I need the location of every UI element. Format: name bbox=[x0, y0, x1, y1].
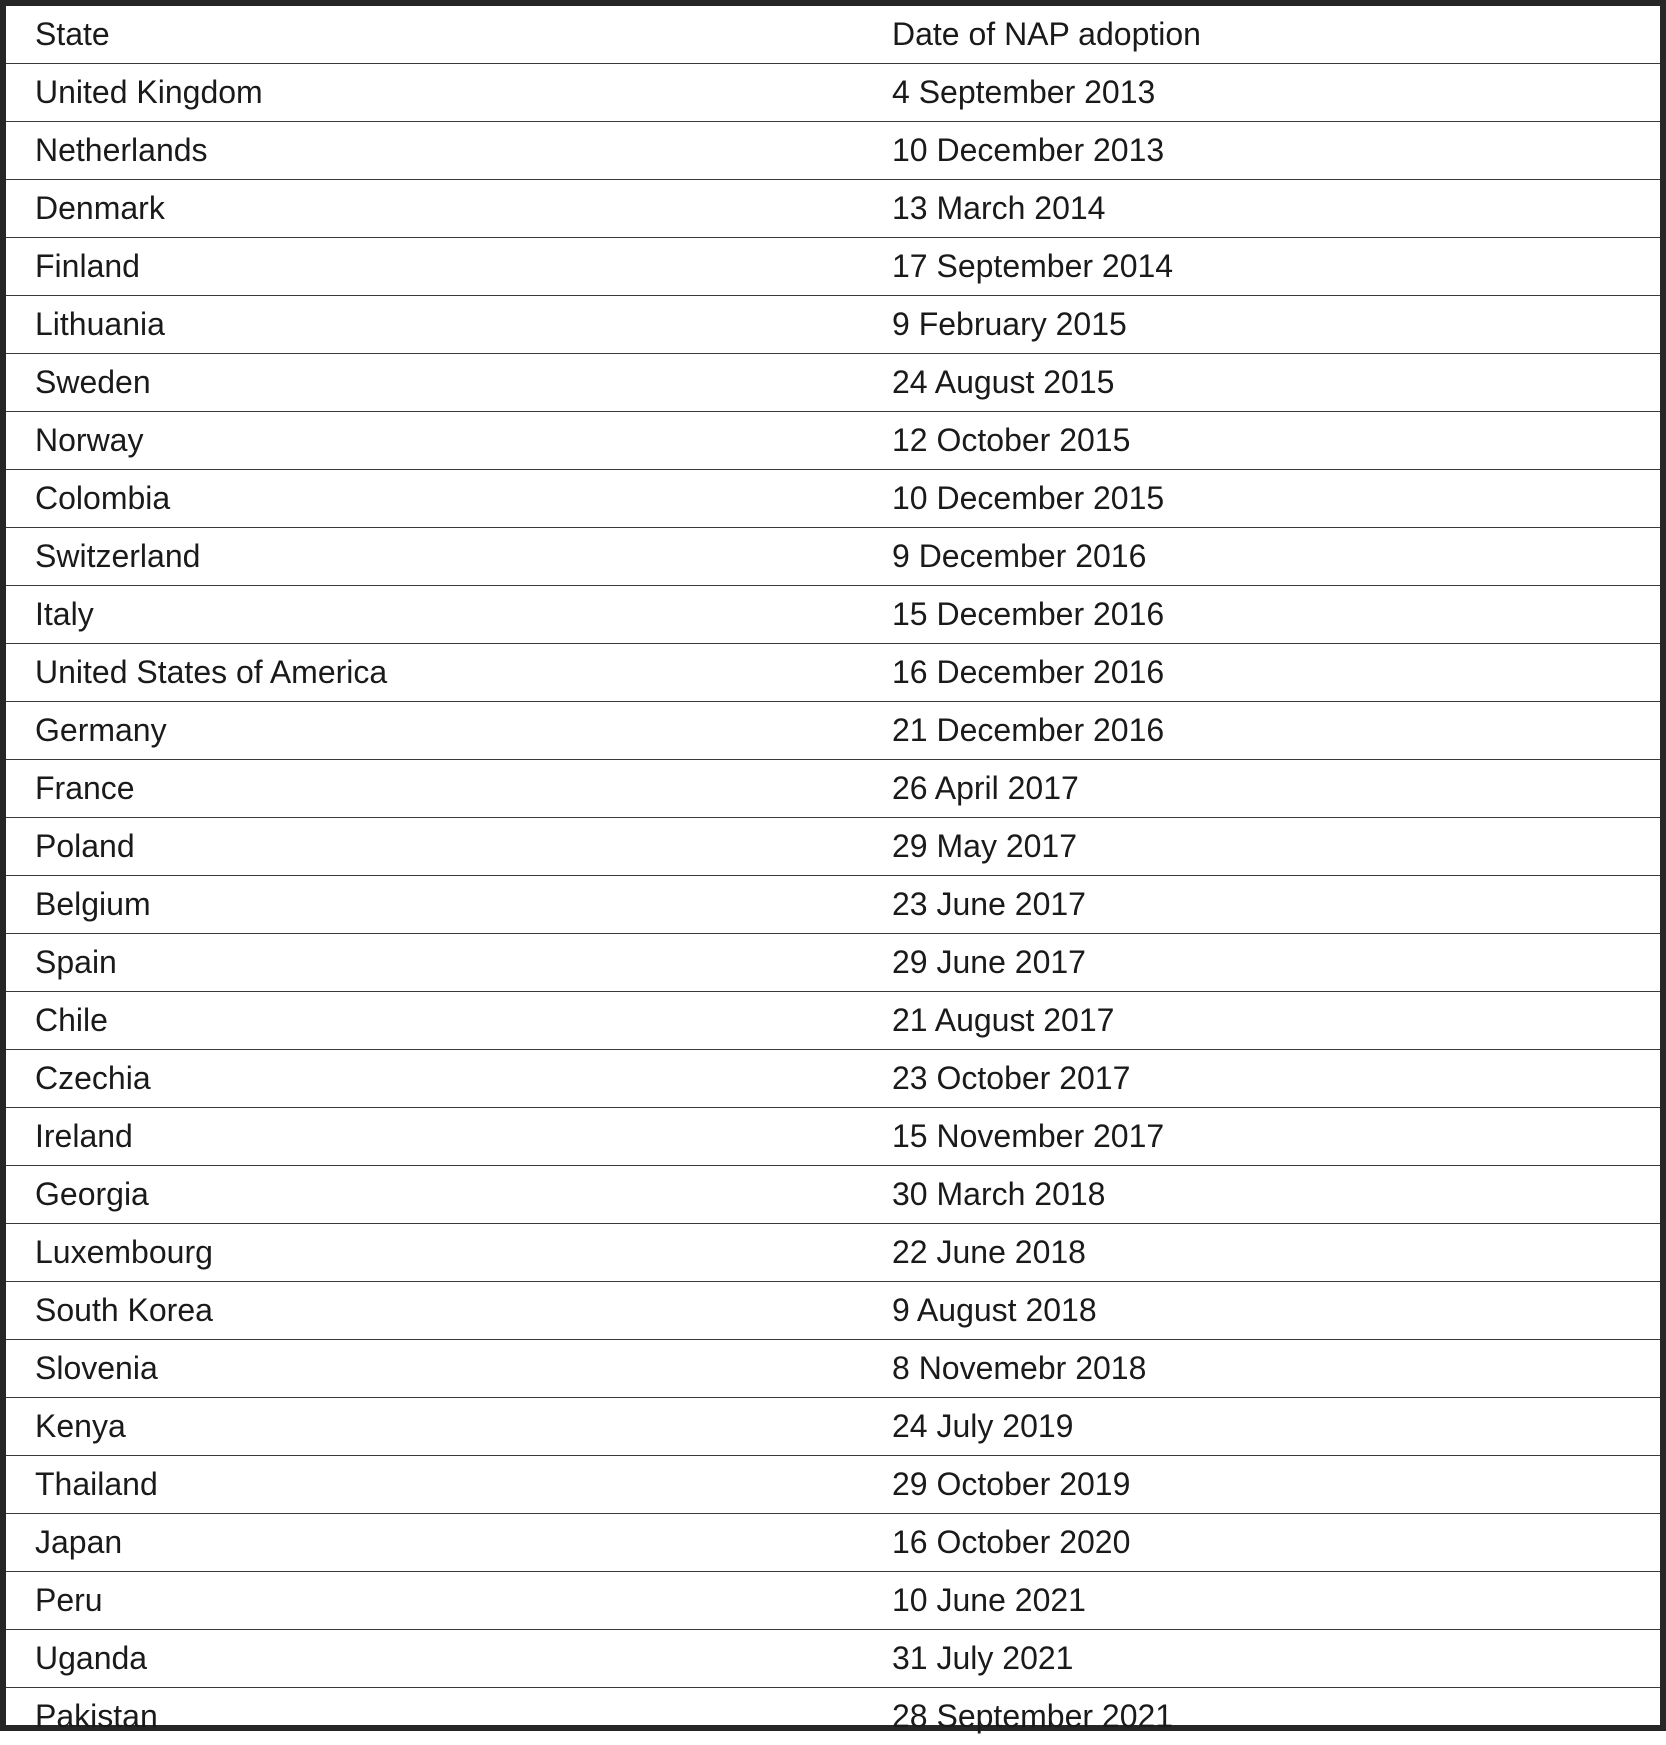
state-cell: United States of America bbox=[6, 644, 862, 702]
table-row bbox=[6, 354, 1660, 412]
date-cell: 9 August 2018 bbox=[862, 1282, 1660, 1340]
table-row bbox=[6, 992, 1660, 1050]
table-row bbox=[6, 702, 1660, 760]
date-cell: 30 March 2018 bbox=[862, 1166, 1660, 1224]
table-row bbox=[6, 1514, 1660, 1572]
date-cell: 10 June 2021 bbox=[862, 1572, 1660, 1630]
state-cell: Thailand bbox=[6, 1456, 862, 1514]
table-row bbox=[6, 1050, 1660, 1108]
state-cell: Japan bbox=[6, 1514, 862, 1572]
table-row bbox=[6, 1340, 1660, 1398]
table-row bbox=[6, 1166, 1660, 1224]
date-cell: 4 September 2013 bbox=[862, 64, 1660, 122]
date-cell: 10 December 2015 bbox=[862, 470, 1660, 528]
date-cell: 13 March 2014 bbox=[862, 180, 1660, 238]
table-row bbox=[6, 412, 1660, 470]
date-cell: 9 February 2015 bbox=[862, 296, 1660, 354]
state-cell: Netherlands bbox=[6, 122, 862, 180]
table-row bbox=[6, 1572, 1660, 1630]
state-cell: Peru bbox=[6, 1572, 862, 1630]
date-cell: 17 September 2014 bbox=[862, 238, 1660, 296]
state-cell: Poland bbox=[6, 818, 862, 876]
date-cell: 21 August 2017 bbox=[862, 992, 1660, 1050]
state-cell: South Korea bbox=[6, 1282, 862, 1340]
table-row bbox=[6, 1108, 1660, 1166]
date-cell: 16 December 2016 bbox=[862, 644, 1660, 702]
date-cell: 26 April 2017 bbox=[862, 760, 1660, 818]
table-row bbox=[6, 528, 1660, 586]
date-cell: 29 May 2017 bbox=[862, 818, 1660, 876]
table-row bbox=[6, 1398, 1660, 1456]
date-cell: 28 September 2021 bbox=[862, 1688, 1660, 1745]
state-cell: Switzerland bbox=[6, 528, 862, 586]
column-header-state: State bbox=[6, 6, 862, 64]
column-header-date: Date of NAP adoption bbox=[862, 6, 1660, 64]
state-cell: Uganda bbox=[6, 1630, 862, 1688]
date-cell: 31 July 2021 bbox=[862, 1630, 1660, 1688]
date-cell: 16 October 2020 bbox=[862, 1514, 1660, 1572]
date-cell: 8 Novemebr 2018 bbox=[862, 1340, 1660, 1398]
date-cell: 23 June 2017 bbox=[862, 876, 1660, 934]
table-row bbox=[6, 1282, 1660, 1340]
state-cell: Pakistan bbox=[6, 1688, 862, 1745]
date-cell: 29 June 2017 bbox=[862, 934, 1660, 992]
date-cell: 24 July 2019 bbox=[862, 1398, 1660, 1456]
state-cell: Spain bbox=[6, 934, 862, 992]
state-cell: Germany bbox=[6, 702, 862, 760]
state-cell: Ireland bbox=[6, 1108, 862, 1166]
table-row bbox=[6, 644, 1660, 702]
state-cell: Denmark bbox=[6, 180, 862, 238]
state-cell: Slovenia bbox=[6, 1340, 862, 1398]
date-cell: 23 October 2017 bbox=[862, 1050, 1660, 1108]
state-cell: Belgium bbox=[6, 876, 862, 934]
table-header-row bbox=[6, 6, 1660, 64]
table-row bbox=[6, 180, 1660, 238]
date-cell: 15 November 2017 bbox=[862, 1108, 1660, 1166]
date-cell: 9 December 2016 bbox=[862, 528, 1660, 586]
table-row bbox=[6, 238, 1660, 296]
table-row bbox=[6, 586, 1660, 644]
date-cell: 29 October 2019 bbox=[862, 1456, 1660, 1514]
state-cell: United Kingdom bbox=[6, 64, 862, 122]
table-body bbox=[6, 64, 1660, 1745]
date-cell: 10 December 2013 bbox=[862, 122, 1660, 180]
table-row bbox=[6, 934, 1660, 992]
date-cell: 21 December 2016 bbox=[862, 702, 1660, 760]
table-row bbox=[6, 1688, 1660, 1745]
state-cell: Italy bbox=[6, 586, 862, 644]
table-row bbox=[6, 1630, 1660, 1688]
date-cell: 22 June 2018 bbox=[862, 1224, 1660, 1282]
table-row bbox=[6, 122, 1660, 180]
nap-adoption-table bbox=[6, 6, 1660, 1745]
table-row bbox=[6, 818, 1660, 876]
state-cell: Luxembourg bbox=[6, 1224, 862, 1282]
table-row bbox=[6, 1224, 1660, 1282]
table-row bbox=[6, 1456, 1660, 1514]
state-cell: Georgia bbox=[6, 1166, 862, 1224]
table-row bbox=[6, 760, 1660, 818]
state-cell: Finland bbox=[6, 238, 862, 296]
date-cell: 15 December 2016 bbox=[862, 586, 1660, 644]
date-cell: 12 October 2015 bbox=[862, 412, 1660, 470]
state-cell: Norway bbox=[6, 412, 862, 470]
state-cell: Sweden bbox=[6, 354, 862, 412]
state-cell: Czechia bbox=[6, 1050, 862, 1108]
state-cell: Chile bbox=[6, 992, 862, 1050]
table-row bbox=[6, 296, 1660, 354]
date-cell: 24 August 2015 bbox=[862, 354, 1660, 412]
state-cell: Colombia bbox=[6, 470, 862, 528]
state-cell: Kenya bbox=[6, 1398, 862, 1456]
table-row bbox=[6, 64, 1660, 122]
state-cell: France bbox=[6, 760, 862, 818]
table-row bbox=[6, 876, 1660, 934]
table-row bbox=[6, 470, 1660, 528]
state-cell: Lithuania bbox=[6, 296, 862, 354]
